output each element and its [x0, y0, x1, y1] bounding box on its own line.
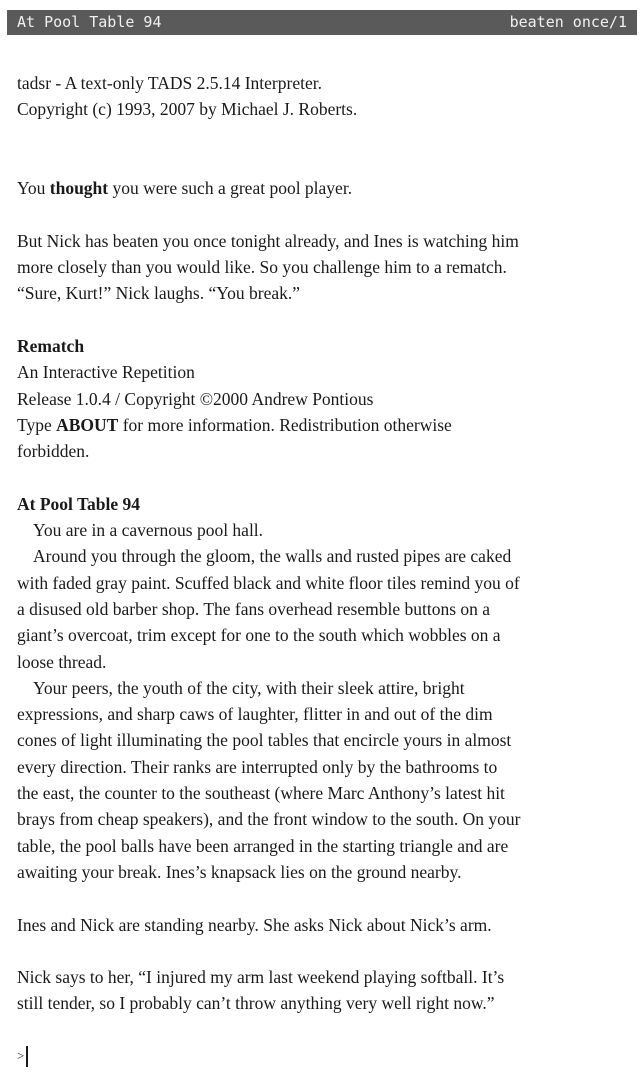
room-description-line: giant’s overcoat, trim except for one to the south which wobbles on a	[17, 625, 501, 646]
prompt-symbol: >	[17, 1047, 25, 1063]
room-description-line: Around you through the gloom, the walls and rusted pipes are caked	[33, 546, 512, 567]
npc-line: Ines and Nick are standing nearby. She asks Nick about Nick’s arm.	[17, 914, 492, 935]
game-title: Rematch	[17, 335, 85, 356]
room-description-line: loose thread.	[17, 651, 107, 672]
text-cursor	[26, 1046, 28, 1067]
command-prompt[interactable]	[17, 1043, 629, 1069]
room-description-line: a disused old barber shop. The fans overhead resemble buttons on a	[17, 598, 491, 619]
about-line: Type ABOUT for more information. Redistribution otherwise	[17, 414, 452, 435]
room-description-line: awaiting your break. Ines’s knapsack lies on the ground nearby.	[17, 861, 462, 882]
transcript	[17, 70, 629, 1069]
story-line: “Sure, Kurt!” Nick laughs. “You break.”	[17, 283, 301, 304]
room-description-line: with faded gray paint. Scuffed black and white floor tiles remind you of	[17, 572, 520, 593]
game-release: Release 1.0.4 / Copyright ©2000 Andrew Pontious	[17, 388, 374, 409]
room-description-line: You are in a cavernous pool hall.	[33, 520, 264, 541]
dialogue-line: still tender, so I probably can’t throw anything very well right now.”	[17, 993, 495, 1014]
room-description-line: cones of light illuminating the pool tables that encircle yours in almost	[17, 730, 512, 751]
story-line: more closely than you would like. So you challenge him to a rematch.	[17, 257, 507, 278]
room-description-line: brays from cheap speakers), and the front window to the south. On your	[17, 809, 521, 830]
room-description-line: expressions, and sharp caws of laughter, flitter in and out of the dim	[17, 704, 493, 725]
dialogue-line: Nick says to her, “I injured my arm last weekend playing softball. It’s	[17, 967, 505, 988]
banner-line: tadsr - A text-only TADS 2.5.14 Interpreter.	[17, 73, 322, 93]
room-description-line: the east, the counter to the southeast (where Marc Anthony’s latest hit	[17, 783, 505, 804]
status-score: beaten once/1	[509, 13, 627, 31]
room-description-line: every direction. Their ranks are interrupted only by the bathrooms to	[17, 756, 498, 777]
status-bar	[7, 10, 637, 35]
intro-line: You thought you were such a great pool player.	[17, 178, 353, 199]
story-line: But Nick has beaten you once tonight already, and Ines is watching him	[17, 230, 519, 251]
game-subtitle: An Interactive Repetition	[17, 362, 195, 383]
room-description-line: table, the pool balls have been arranged in the starting triangle and are	[17, 835, 509, 856]
banner-line: Copyright (c) 1993, 2007 by Michael J. Roberts.	[17, 99, 358, 120]
room-title: At Pool Table 94	[17, 493, 141, 514]
status-location: At Pool Table 94	[17, 13, 162, 31]
about-line: forbidden.	[17, 441, 90, 462]
room-description-line: Your peers, the youth of the city, with their sleek attire, bright	[33, 677, 465, 698]
